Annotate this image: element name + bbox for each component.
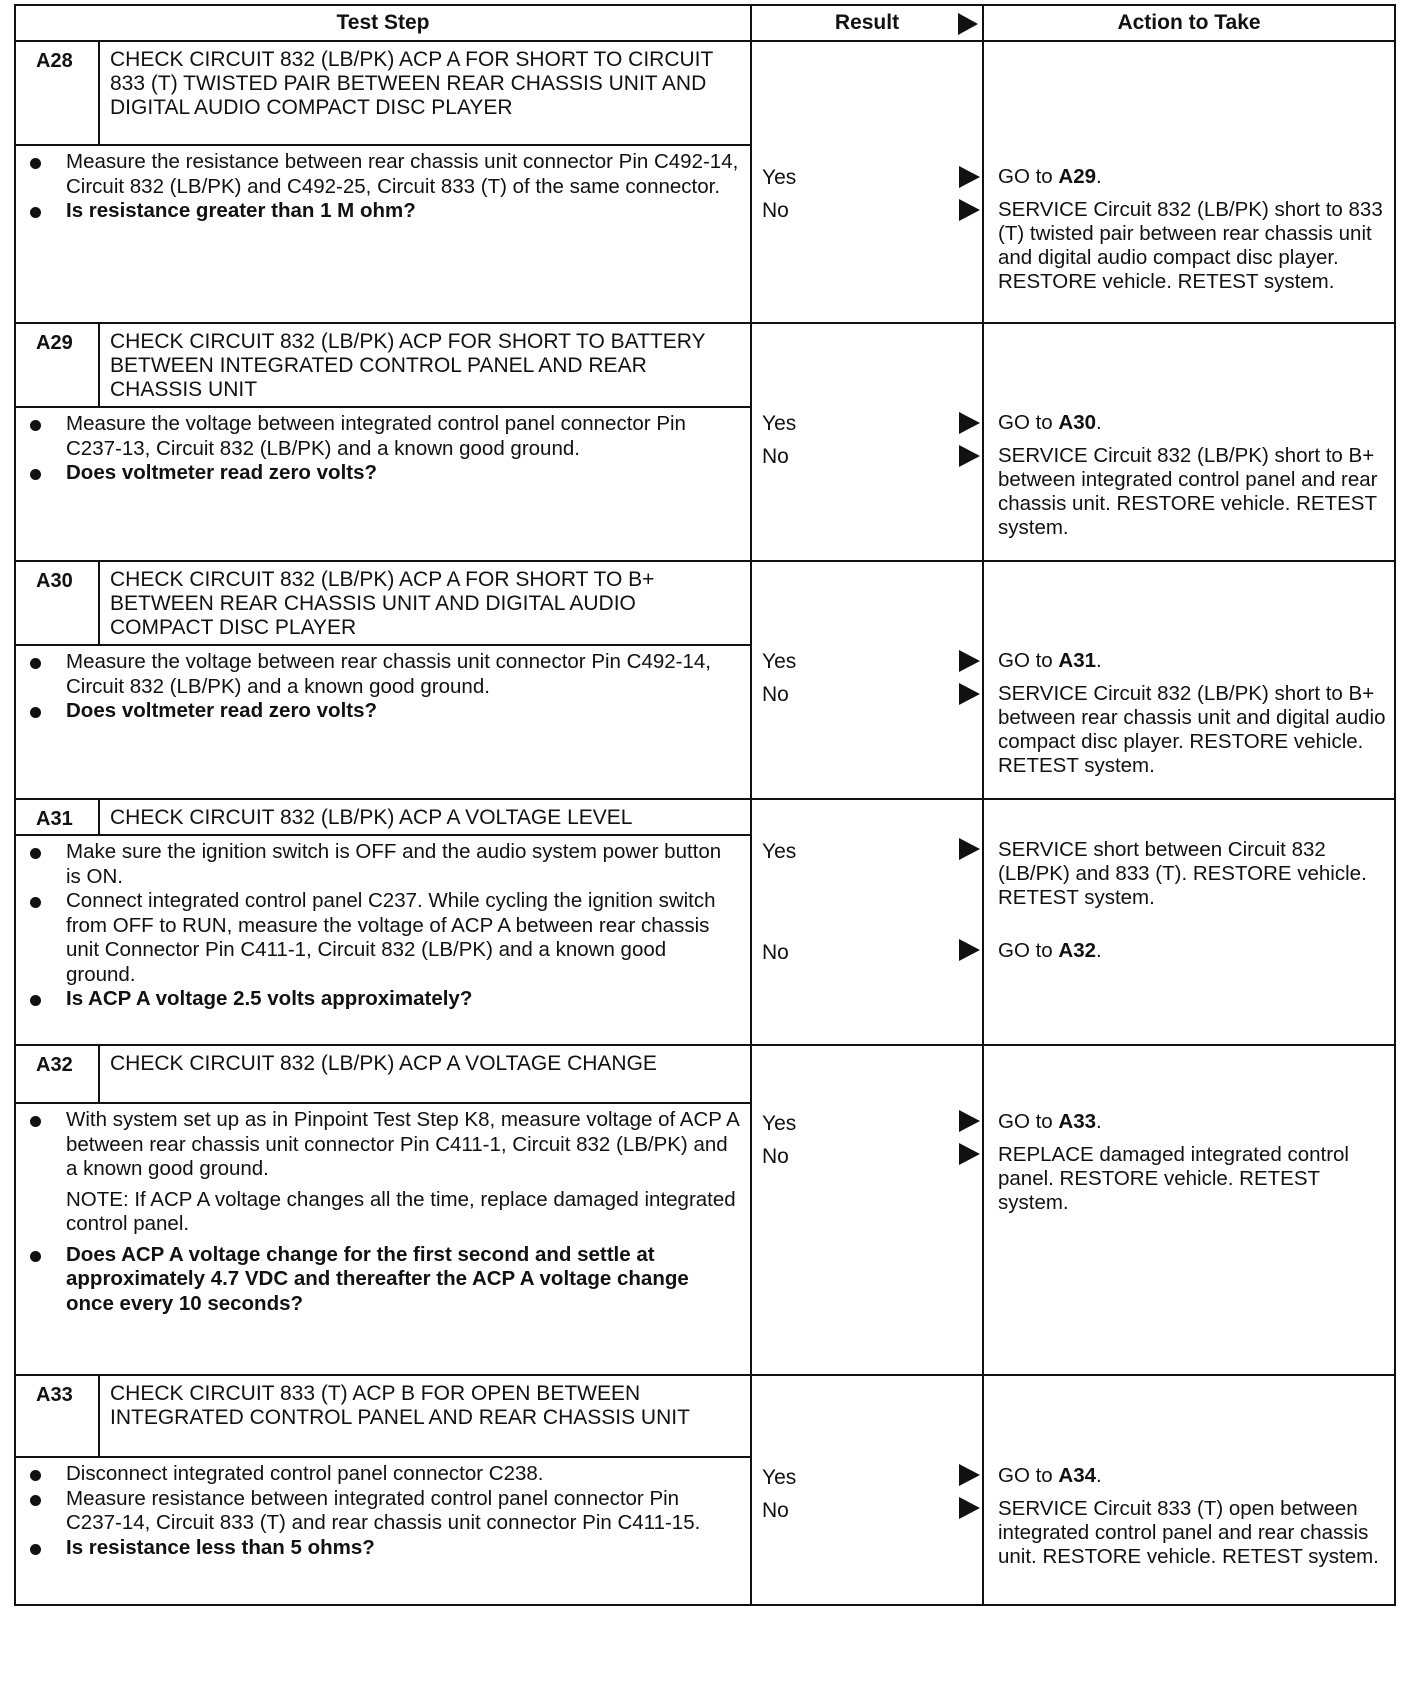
step-title: CHECK CIRCUIT 832 (LB/PK) ACP A FOR SHORT TO CIRCUIT 833 (T) TWISTED PAIR BETWEEN REAR CHASSIS UNIT AND DIGITAL AUDIO COMPACT DISC PLAYER: [99, 41, 751, 145]
test-step-a28: [15, 41, 1395, 323]
result-yes: Yes: [762, 412, 797, 435]
procedure-bullet: Measure resistance between integrated control panel connector Pin C237-14, Circuit 833 (T) and rear chassis unit connector Pin C411-15.: [26, 1487, 740, 1536]
right-arrow-icon: [959, 445, 980, 467]
action-cell: [983, 41, 1395, 323]
test-step-a30: [15, 561, 1395, 799]
result-cell: [751, 323, 983, 561]
procedure-question: Does voltmeter read zero volts?: [26, 699, 740, 724]
test-step-a32: [15, 1045, 1395, 1375]
procedure-bullet: Measure the voltage between integrated control panel connector Pin C237-13, Circuit 832 (LB/PK) and a known good ground.: [26, 412, 740, 461]
action-no: SERVICE Circuit 832 (LB/PK) short to 833 (T) twisted pair between rear chassis unit and digital audio compact disc player. RESTORE vehicle. RETEST system.: [998, 198, 1383, 293]
procedure-bullet: Disconnect integrated control panel connector C238.: [26, 1462, 740, 1487]
result-yes: Yes: [762, 840, 797, 863]
action-no: SERVICE Circuit 833 (T) open between integrated control panel and rear chassis unit. RESTORE vehicle. RETEST system.: [998, 1497, 1379, 1568]
result-cell: [751, 1375, 983, 1605]
result-no: No: [762, 941, 789, 964]
procedure-bullet: Measure the resistance between rear chassis unit connector Pin C492-14, Circuit 832 (LB/PK) and C492-25, Circuit 833 (T) of the same connector.: [26, 150, 740, 199]
procedure-bullet: Connect integrated control panel C237. While cycling the ignition switch from OFF to RUN, measure the voltage of ACP A between rear chassis unit Connector Pin C411-1, Circuit 832 (LB/PK) and a known good ground.: [26, 889, 740, 987]
procedure-bullet: With system set up as in Pinpoint Test Step K8, measure voltage of ACP A between rear chassis unit connector Pin C411-1, Circuit 832 (LB/PK) and a known good ground.: [26, 1108, 740, 1182]
step-title: CHECK CIRCUIT 832 (LB/PK) ACP A VOLTAGE CHANGE: [99, 1045, 751, 1103]
step-title: CHECK CIRCUIT 832 (LB/PK) ACP FOR SHORT TO BATTERY BETWEEN INTEGRATED CONTROL PANEL AND REAR CHASSIS UNIT: [99, 323, 751, 407]
step-title: CHECK CIRCUIT 832 (LB/PK) ACP A FOR SHORT TO B+ BETWEEN REAR CHASSIS UNIT AND DIGITAL AUDIO COMPACT DISC PLAYER: [99, 561, 751, 645]
result-yes: Yes: [762, 1112, 797, 1135]
right-arrow-icon: [959, 939, 980, 961]
step-code: A28: [15, 41, 99, 145]
procedure-question: Does voltmeter read zero volts?: [26, 461, 740, 486]
procedure-question: Is resistance less than 5 ohms?: [26, 1536, 740, 1561]
right-arrow-icon: [959, 1143, 980, 1165]
result-no: No: [762, 199, 789, 222]
step-title: CHECK CIRCUIT 832 (LB/PK) ACP A VOLTAGE LEVEL: [99, 799, 751, 835]
step-procedure: [15, 645, 751, 799]
right-arrow-icon: [958, 13, 978, 35]
step-code: A32: [15, 1045, 99, 1103]
result-cell: [751, 561, 983, 799]
procedure-question: Is resistance greater than 1 M ohm?: [26, 199, 740, 224]
action-cell: [983, 799, 1395, 1045]
action-cell: [983, 1375, 1395, 1605]
result-yes: Yes: [762, 1466, 797, 1489]
right-arrow-icon: [959, 1110, 980, 1132]
action-no: SERVICE Circuit 832 (LB/PK) short to B+ between integrated control panel and rear chassis unit. RESTORE vehicle. RETEST system.: [998, 444, 1378, 539]
step-code: A33: [15, 1375, 99, 1457]
action-cell: [983, 561, 1395, 799]
header-test-step: Test Step: [15, 5, 751, 41]
step-title: CHECK CIRCUIT 833 (T) ACP B FOR OPEN BETWEEN INTEGRATED CONTROL PANEL AND REAR CHASSIS UNIT: [99, 1375, 751, 1457]
procedure-bullet: Make sure the ignition switch is OFF and the audio system power button is ON.: [26, 840, 740, 889]
test-step-a31: [15, 799, 1395, 1045]
test-step-a29: [15, 323, 1395, 561]
step-code: A29: [15, 323, 99, 407]
result-yes: Yes: [762, 650, 797, 673]
action-yes: GO to A30.: [998, 411, 1102, 434]
action-no: SERVICE Circuit 832 (LB/PK) short to B+ between rear chassis unit and digital audio compact disc player. RESTORE vehicle. RETEST system.: [998, 682, 1386, 777]
action-yes: GO to A29.: [998, 165, 1102, 188]
action-yes: GO to A34.: [998, 1464, 1102, 1487]
right-arrow-icon: [959, 683, 980, 705]
right-arrow-icon: [959, 166, 980, 188]
header-result-label: Result: [834, 11, 900, 34]
action-no: REPLACE damaged integrated control panel. RESTORE vehicle. RETEST system.: [998, 1143, 1349, 1214]
action-yes: GO to A33.: [998, 1110, 1102, 1133]
action-cell: [983, 1045, 1395, 1375]
result-cell: [751, 41, 983, 323]
right-arrow-icon: [959, 199, 980, 221]
test-step-a33: [15, 1375, 1395, 1605]
table-header-row: [15, 5, 1395, 41]
action-yes: SERVICE short between Circuit 832 (LB/PK) and 833 (T). RESTORE vehicle. RETEST system.: [998, 838, 1367, 909]
step-code: A30: [15, 561, 99, 645]
action-cell: [983, 323, 1395, 561]
right-arrow-icon: [959, 838, 980, 860]
right-arrow-icon: [959, 1464, 980, 1486]
pinpoint-test-table: [14, 4, 1396, 1606]
step-code: A31: [15, 799, 99, 835]
procedure-note: NOTE: If ACP A voltage changes all the time, replace damaged integrated control panel.: [66, 1187, 736, 1235]
step-procedure: [15, 1103, 751, 1375]
result-no: No: [762, 683, 789, 706]
right-arrow-icon: [959, 650, 980, 672]
result-cell: [751, 799, 983, 1045]
header-result: [751, 5, 983, 41]
diagnostic-table-page: [14, 4, 1394, 1606]
procedure-question: Does ACP A voltage change for the first second and settle at approximately 4.7 VDC and thereafter the ACP A voltage change once every 10 seconds?: [26, 1243, 740, 1317]
step-procedure: [15, 835, 751, 1045]
result-yes: Yes: [762, 166, 797, 189]
action-no: GO to A32.: [998, 939, 1102, 962]
header-action: Action to Take: [983, 5, 1395, 41]
right-arrow-icon: [959, 1497, 980, 1519]
result-cell: [751, 1045, 983, 1375]
right-arrow-icon: [959, 412, 980, 434]
step-procedure: [15, 407, 751, 561]
action-yes: GO to A31.: [998, 649, 1102, 672]
procedure-bullet: Measure the voltage between rear chassis unit connector Pin C492-14, Circuit 832 (LB/PK) and a known good ground.: [26, 650, 740, 699]
result-no: No: [762, 445, 789, 468]
result-no: No: [762, 1499, 789, 1522]
step-procedure: [15, 145, 751, 323]
result-no: No: [762, 1145, 789, 1168]
step-procedure: [15, 1457, 751, 1605]
procedure-question: Is ACP A voltage 2.5 volts approximately?: [26, 987, 740, 1012]
